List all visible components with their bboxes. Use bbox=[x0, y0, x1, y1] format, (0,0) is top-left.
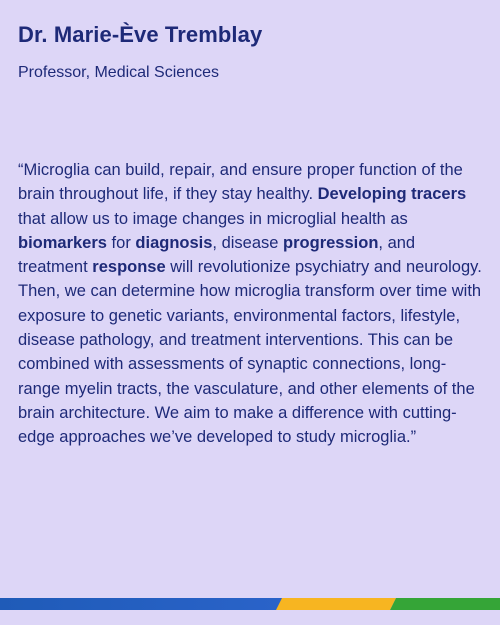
quote-segment: , disease bbox=[212, 233, 284, 252]
quote-emphasis: Developing tracers bbox=[317, 185, 467, 204]
quote-text bbox=[18, 158, 488, 450]
quote-segment: , and treatment bbox=[18, 233, 416, 277]
quote-segment: that allow us to image changes in microglial health as bbox=[18, 209, 408, 228]
quote-emphasis: biomarkers bbox=[18, 233, 107, 252]
footer-bar-blue bbox=[0, 598, 282, 610]
quote-emphasis: progression bbox=[283, 233, 379, 252]
quote-segment: for bbox=[106, 233, 136, 252]
quote-emphasis: diagnosis bbox=[135, 233, 213, 252]
footer-bar-green bbox=[390, 598, 500, 610]
quote-emphasis: response bbox=[92, 258, 166, 277]
footer-bar-yellow bbox=[276, 598, 396, 610]
person-name: Dr. Marie-Ève Tremblay bbox=[18, 22, 263, 47]
quote-segment: “Microglia can build, repair, and ensure proper function of the brain throughout life, if they stay healthy. bbox=[18, 161, 463, 204]
quote-segment: will revolutionize psychiatry and neurology. Then, we can determine how microglia transform over time with exposure to genetic variants, environmental factors, lifestyle, disease pathology, and treatment interventions. This can be combined with assessments of synaptic connections, long-range myelin tracts, the vasculature, and other elements of the brain architecture. We aim to make a difference with cutting-edge approaches we’ve developed to study microglia.” bbox=[18, 258, 482, 447]
person-title: Professor, Medical Sciences bbox=[18, 64, 219, 81]
